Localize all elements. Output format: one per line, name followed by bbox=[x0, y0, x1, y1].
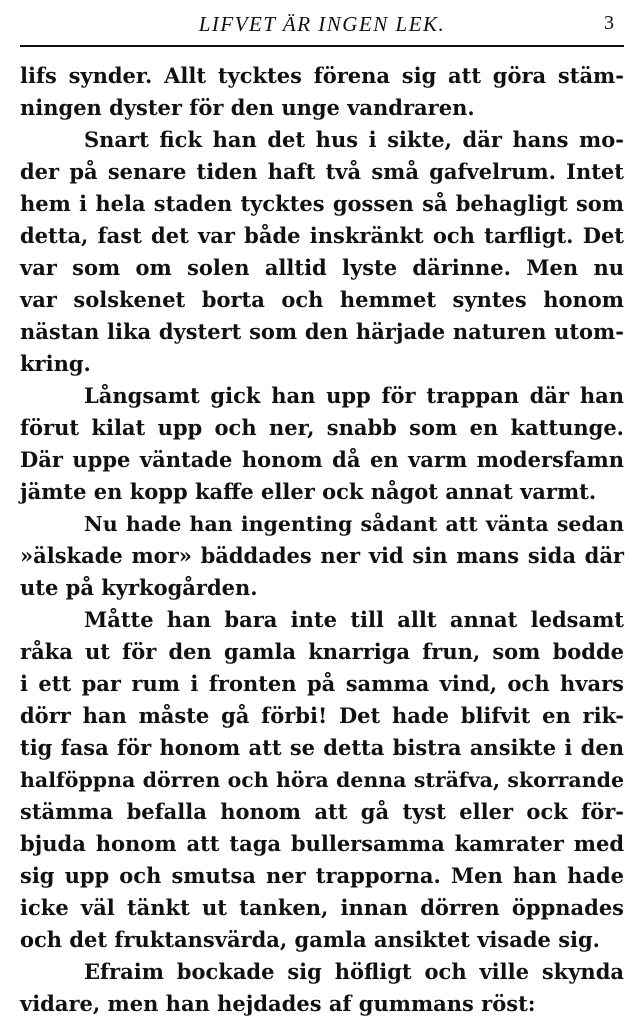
body-text bbox=[20, 60, 624, 1020]
running-head bbox=[20, 6, 624, 44]
text-line: »älskade mor» bäddades ner vid sin mans sida där bbox=[20, 543, 624, 568]
text-line: Efraim bockade sig höfligt och ville skynda bbox=[84, 959, 624, 984]
text-line: Snart fick han det hus i sikte, där hans mo- bbox=[84, 127, 624, 152]
text-line: jämte en kopp kaffe eller ock något annat varmt. bbox=[20, 479, 597, 504]
text-line: Nu hade han ingenting sådant att vänta sedan bbox=[84, 512, 624, 536]
text-line: ute på kyrkogården. bbox=[20, 575, 258, 600]
text-line: hem i hela staden tycktes gossen så behagligt som bbox=[20, 191, 624, 216]
text-line: ningen dyster för den unge vandraren. bbox=[20, 95, 475, 120]
text-line: råka ut för den gamla knarriga frun, som bodde bbox=[20, 639, 624, 664]
text-line: lifs synder. Allt tycktes förena sig att göra stäm- bbox=[20, 63, 624, 88]
text-line: nästan lika dystert som den härjade naturen utom- bbox=[20, 319, 624, 344]
header-rule bbox=[20, 45, 624, 47]
text-line: dörr han måste gå förbi! Det hade blifvit en rik- bbox=[20, 703, 624, 728]
text-line: var solskenet borta och hemmet syntes honom bbox=[20, 287, 624, 312]
page-number: 3 bbox=[604, 12, 614, 34]
text-line: stämma befalla honom att gå tyst eller ock för- bbox=[20, 799, 624, 824]
text-line: tig fasa för honom att se detta bistra ansikte i den bbox=[20, 735, 624, 760]
text-line: detta, fast det var både inskränkt och tarfligt. Det bbox=[20, 223, 624, 248]
text-line: Långsamt gick han upp för trappan där han bbox=[84, 383, 624, 408]
running-title: LIFVET ÄR INGEN LEK. bbox=[198, 12, 446, 36]
text-line: halföppna dörren och höra denna sträfva, skorrande bbox=[20, 768, 624, 792]
text-line: vidare, men han hejdades af gummans röst: bbox=[20, 991, 536, 1016]
text-line: och det fruktansvärda, gamla ansiktet visade sig. bbox=[20, 927, 600, 952]
text-line: Där uppe väntade honom då en varm modersfamn bbox=[20, 447, 624, 472]
text-line: icke väl tänkt ut tanken, innan dörren öppnades bbox=[20, 895, 624, 920]
text-line: i ett par rum i fronten på samma vind, och hvars bbox=[20, 671, 624, 696]
text-line: var som om solen alltid lyste därinne. Men nu bbox=[20, 255, 624, 280]
text-line: bjuda honom att taga bullersamma kamrater med bbox=[20, 831, 624, 856]
text-line: kring. bbox=[20, 351, 91, 376]
text-line: Måtte han bara inte till allt annat ledsamt bbox=[84, 607, 624, 632]
text-line: förut kilat upp och ner, snabb som en kattunge. bbox=[20, 415, 624, 440]
text-line: der på senare tiden haft två små gafvelrum. Intet bbox=[20, 159, 624, 184]
text-line: sig upp och smutsa ner trapporna. Men han hade bbox=[20, 863, 624, 888]
